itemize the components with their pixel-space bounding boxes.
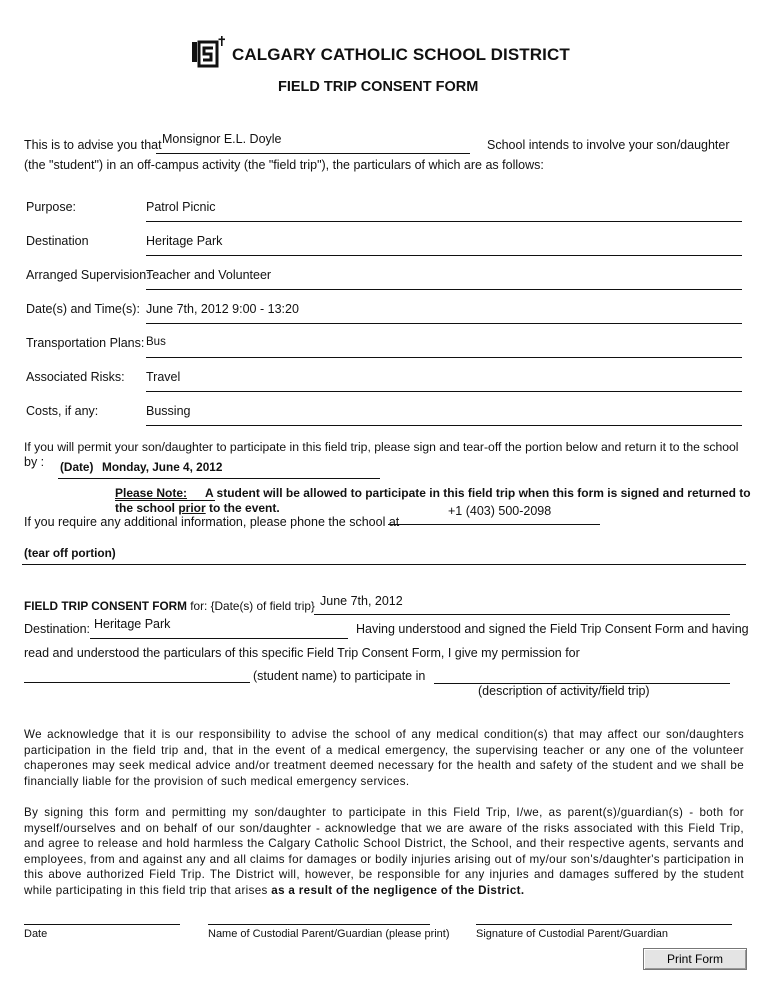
intro-prefix: This is to advise you that [24, 138, 162, 152]
risks-value[interactable]: Travel [146, 370, 181, 384]
consent-date-value[interactable]: June 7th, 2012 [320, 594, 403, 608]
purpose-field-line [146, 221, 742, 222]
school-name-field-line [156, 153, 470, 154]
name-signature-line[interactable] [208, 924, 430, 925]
tear-off-label: (tear off portion) [24, 546, 116, 560]
phone-text: If you require any additional information, please phone the school at [24, 515, 400, 529]
consent-destination-label: Destination: [24, 622, 91, 636]
destination-field-line [146, 255, 742, 256]
intro-suffix: School intends to involve your son/daughter [487, 138, 730, 152]
student-name-text: (student name) to participate in [253, 669, 426, 683]
return-by: by : [24, 455, 45, 469]
costs-label: Costs, if any: [26, 404, 99, 418]
purpose-value[interactable]: Patrol Picnic [146, 200, 216, 214]
destination-label: Destination [26, 234, 89, 248]
date-caption: Date [24, 928, 48, 940]
phone-value[interactable]: +1 (403) 500-2098 [448, 504, 552, 518]
note-underline [115, 500, 215, 501]
note-line-2: the school prior to the event. [115, 501, 280, 515]
print-form-button[interactable]: Print Form [643, 948, 747, 970]
supervision-field-line [146, 289, 742, 290]
medical-paragraph: We acknowledge that it is our responsibility to advise the school of any medical condition(s) that may affect our son/daughters participation in the field trip and, that in the event of a medical emergency, the supervising teacher or any one of the volunteer chaperones may seek medical advice and/or treatment deemed necessary for the health and safety of the student and we shall be financially liable for the provision of such medical emergency services. [24, 728, 744, 788]
transportation-value[interactable]: Bus [146, 336, 166, 348]
signature-line[interactable] [476, 924, 732, 925]
student-name-field-line[interactable] [24, 682, 250, 683]
name-caption: Name of Custodial Parent/Guardian (please print) [208, 928, 450, 940]
return-date-field-line [58, 478, 380, 479]
dates-value[interactable]: June 7th, 2012 9:00 - 13:20 [146, 302, 299, 316]
date-signature-line[interactable] [24, 924, 180, 925]
return-instructions: If you will permit your son/daughter to participate in this field trip, please sign and tear-off the portion below and return it to the school [24, 440, 739, 454]
note-text: A student will be allowed to participate in this field trip when this form is signed and returned to [205, 486, 751, 500]
tear-off-line [22, 564, 746, 565]
consent-destination-field-line [90, 638, 348, 639]
return-date-label: (Date) [60, 460, 94, 474]
district-name: CALGARY CATHOLIC SCHOOL DISTRICT [232, 45, 570, 64]
school-name-value[interactable]: Monsignor E.L. Doyle [162, 132, 282, 146]
return-date-value[interactable]: Monday, June 4, 2012 [102, 460, 223, 474]
costs-field-line [146, 425, 742, 426]
transportation-field-line [146, 357, 742, 358]
intro-line-2: (the "student") in an off-campus activity (the "field trip"), the particulars of which are as follows: [24, 158, 544, 172]
supervision-value[interactable]: Teacher and Volunteer [146, 268, 272, 282]
note-label: Please Note: [115, 486, 188, 500]
risks-label: Associated Risks: [26, 370, 125, 384]
release-paragraph: By signing this form and permitting my son/daughter to participate in this Field Trip, I/we, as parent(s)/guardian(s) - both for myself/ourselves and on behalf of our son/daughter - acknowledge that we are aware of the risks associated with this Field Trip, and agree to release and hold harmless the Calgary Catholic School District, the School, and their respective agents, servants and employees, from and against any and all claims for damages or bodily injuries arising out of my/our son's/daughter's participation in this above authorized Field Trip. The District will, however, be responsible for any injuries and damages suffered by the student while participating in this field trip that arises as a result of the negligence of the District. [24, 806, 744, 897]
consent-destination-value[interactable]: Heritage Park [94, 617, 171, 631]
understood-text: Having understood and signed the Field Trip Consent Form and having [356, 622, 749, 636]
costs-value[interactable]: Bussing [146, 404, 191, 418]
district-logo-icon [190, 36, 226, 68]
signature-caption: Signature of Custodial Parent/Guardian [476, 928, 669, 940]
transportation-label: Transportation Plans: [26, 336, 145, 350]
supervision-label: Arranged Supervision: [26, 268, 150, 282]
consent-date-field-line [314, 614, 730, 615]
dates-label: Date(s) and Time(s): [26, 302, 140, 316]
phone-field-line [388, 524, 600, 525]
destination-value[interactable]: Heritage Park [146, 234, 223, 248]
form-title: FIELD TRIP CONSENT FORM [278, 79, 479, 95]
purpose-label: Purpose: [26, 200, 77, 214]
risks-field-line [146, 391, 742, 392]
activity-caption: (description of activity/field trip) [478, 684, 650, 698]
read-text: read and understood the particulars of this specific Field Trip Consent Form, I give my permission for [24, 646, 580, 660]
dates-field-line [146, 323, 742, 324]
consent-title-line: FIELD TRIP CONSENT FORM for: {Date(s) of field trip} [24, 599, 315, 613]
